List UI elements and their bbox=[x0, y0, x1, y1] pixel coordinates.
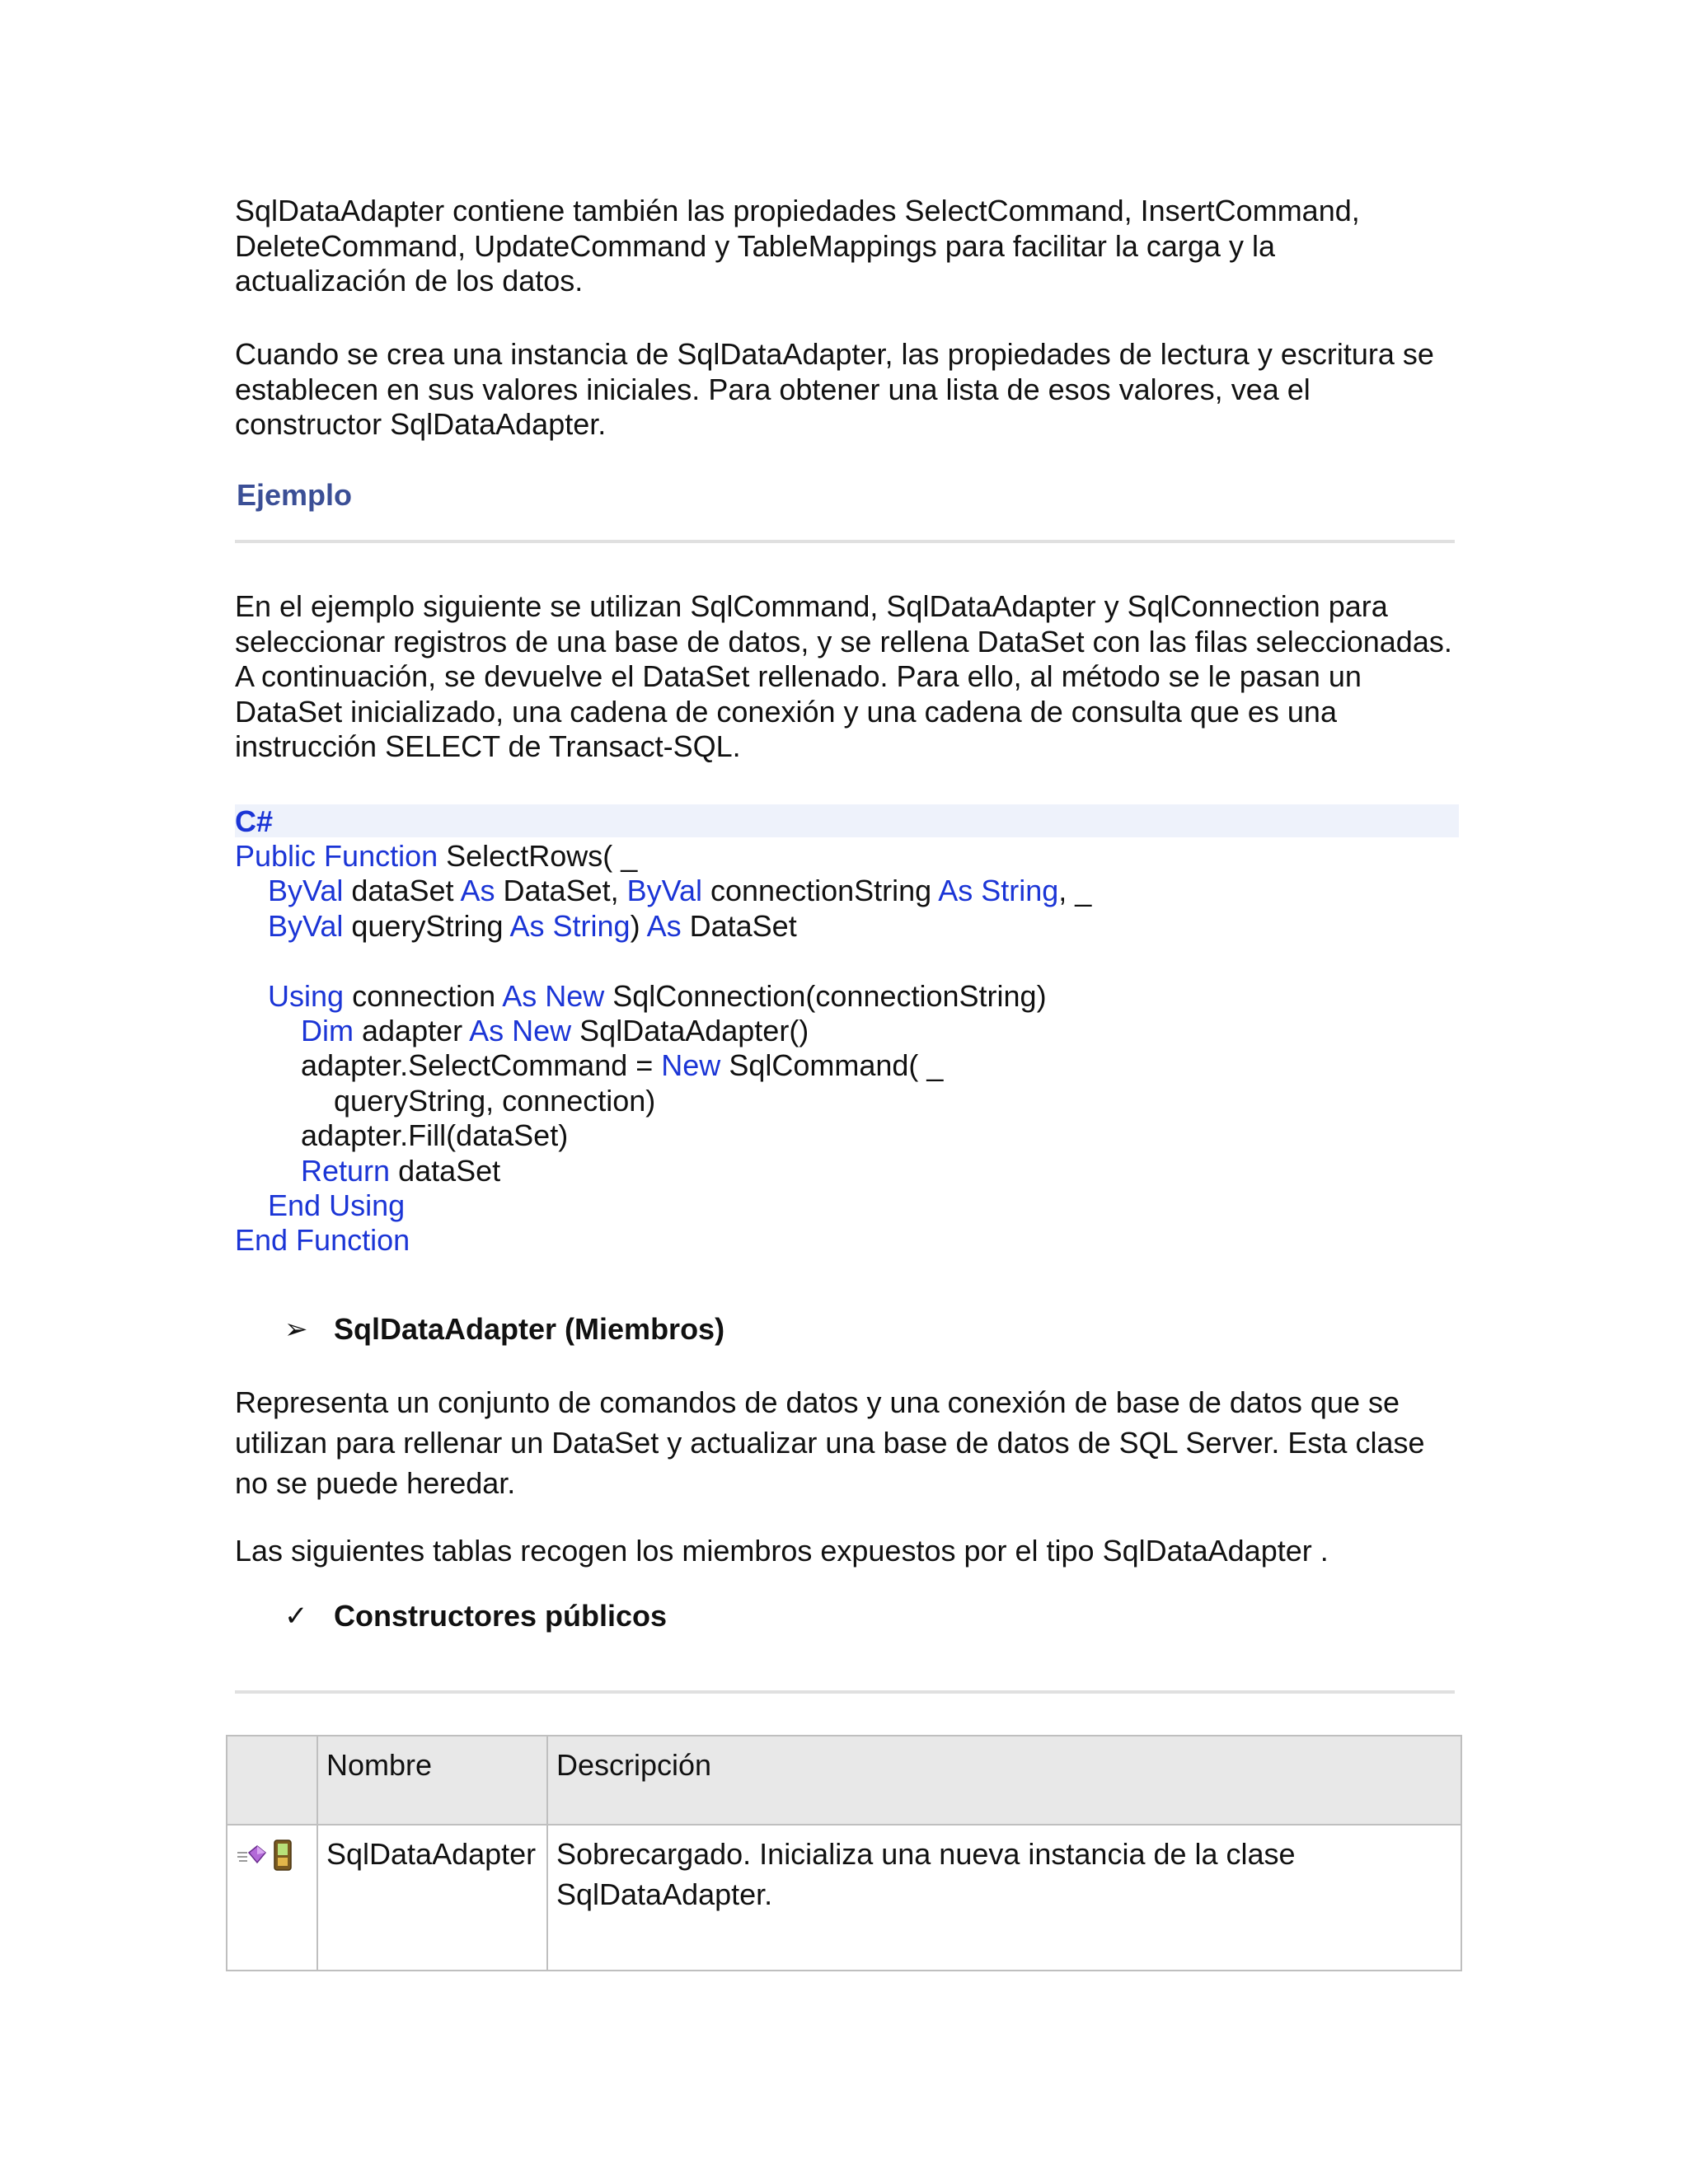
code-line bbox=[235, 1118, 1091, 1153]
code-line bbox=[235, 1154, 1091, 1188]
example-heading: Ejemplo bbox=[237, 478, 353, 512]
code-keyword: Return bbox=[301, 1153, 391, 1188]
code-keyword: ByVal bbox=[268, 874, 344, 908]
code-text: queryString, connection) bbox=[235, 1083, 656, 1118]
code-text bbox=[235, 1154, 301, 1188]
code-text: SelectRows( _ bbox=[438, 839, 638, 873]
code-text: SqlConnection(connectionString) bbox=[604, 978, 1047, 1013]
code-label-bar bbox=[235, 804, 1459, 837]
name-column-header: Nombre bbox=[317, 1736, 547, 1825]
constructors-heading-text: Constructores públicos bbox=[334, 1599, 668, 1633]
code-line bbox=[235, 1014, 1091, 1048]
code-line bbox=[235, 944, 1091, 978]
code-keyword: ByVal bbox=[626, 874, 702, 908]
code-text: DataSet bbox=[681, 908, 797, 943]
code-text: connection bbox=[344, 978, 503, 1013]
code-keyword: End Function bbox=[235, 1223, 410, 1258]
code-line bbox=[235, 1084, 1091, 1118]
code-line bbox=[235, 1223, 1091, 1258]
members-heading-text: SqlDataAdapter (Miembros) bbox=[334, 1312, 725, 1346]
members-heading bbox=[284, 1312, 724, 1347]
code-text bbox=[235, 1014, 301, 1047]
constructors-heading bbox=[284, 1599, 667, 1633]
public-method-icon bbox=[236, 1843, 267, 1868]
code-keyword: As New bbox=[502, 978, 605, 1013]
code-keyword: ByVal bbox=[268, 908, 344, 943]
code-text bbox=[235, 1188, 268, 1222]
arrow-bullet-icon: ➢ bbox=[284, 1314, 308, 1345]
code-text: SqlCommand( _ bbox=[720, 1048, 944, 1083]
code-block bbox=[235, 839, 1091, 1258]
icon-column-header bbox=[227, 1736, 317, 1825]
member-icons-cell bbox=[227, 1825, 317, 1971]
code-text: , _ bbox=[1058, 874, 1092, 908]
code-line bbox=[235, 909, 1091, 944]
device-support-icon bbox=[270, 1839, 295, 1872]
code-keyword: As bbox=[460, 874, 495, 908]
code-keyword: End Using bbox=[268, 1188, 406, 1222]
code-keyword: Dim bbox=[301, 1013, 354, 1047]
code-line bbox=[235, 1048, 1091, 1083]
constructors-table bbox=[226, 1735, 1462, 1971]
code-text bbox=[235, 909, 268, 943]
code-keyword: As String bbox=[938, 874, 1059, 908]
code-keyword: As String bbox=[509, 908, 631, 943]
description-column-header: Descripción bbox=[547, 1736, 1461, 1825]
code-text: ) bbox=[630, 908, 647, 943]
section-divider bbox=[235, 1690, 1455, 1694]
example-description: En el ejemplo siguiente se utilizan SqlCommand, SqlDataAdapter y SqlConnection para seleccionar registros de una base de datos, y se rellena DataSet con las filas seleccionadas. A continuación, se devuelve el DataSet rellenado. Para ello, al método se le pasan un DataSet inicializado, una cadena de conexión y una cadena de consulta que es una instrucción SELECT de Transact-SQL. bbox=[235, 589, 1452, 763]
member-description-cell: Sobrecargado. Inicializa una nueva instancia de la clase SqlDataAdapter. bbox=[547, 1825, 1461, 1971]
code-text: adapter.SelectCommand = bbox=[235, 1048, 662, 1083]
code-keyword: Public Function bbox=[235, 839, 438, 873]
code-text: dataSet bbox=[343, 874, 461, 908]
code-text: SqlDataAdapter() bbox=[571, 1013, 809, 1047]
member-name-cell: SqlDataAdapter bbox=[317, 1825, 547, 1971]
code-text bbox=[235, 874, 268, 907]
code-text: connectionString bbox=[702, 874, 939, 908]
code-text: adapter.Fill(dataSet) bbox=[235, 1118, 569, 1153]
checkmark-bullet-icon: ✓ bbox=[284, 1601, 308, 1632]
code-keyword: Using bbox=[268, 978, 345, 1013]
code-line bbox=[235, 1188, 1091, 1223]
heading-divider bbox=[235, 540, 1455, 543]
code-text: DataSet, bbox=[495, 874, 627, 908]
code-keyword: New bbox=[661, 1048, 721, 1083]
code-keyword: As New bbox=[469, 1013, 572, 1047]
intro-paragraph-2: Cuando se crea una instancia de SqlDataAdapter, las propiedades de lectura y escritura se establecen en sus valores iniciales. Para obtener una lista de esos valores, vea el constructor SqlDataAdapter. bbox=[235, 337, 1434, 441]
table-header-row bbox=[227, 1736, 1461, 1825]
code-text: dataSet bbox=[390, 1153, 501, 1188]
code-line bbox=[235, 979, 1091, 1014]
members-table-intro: Las siguientes tablas recogen los miembros expuestos por el tipo SqlDataAdapter . bbox=[235, 1534, 1329, 1568]
code-keyword: As bbox=[646, 908, 682, 943]
table-row bbox=[227, 1825, 1461, 1971]
intro-paragraph-1: SqlDataAdapter contiene también las propiedades SelectCommand, InsertCommand, DeleteCommand, UpdateCommand y TableMappings para facilitar la carga y la actualización de los datos. bbox=[235, 194, 1360, 298]
code-text: queryString bbox=[343, 908, 510, 943]
code-line bbox=[235, 839, 1091, 874]
members-description: Representa un conjunto de comandos de datos y una conexión de base de datos que se utilizan para rellenar un DataSet y actualizar una base de datos de SQL Server. Esta clase no se puede heredar. bbox=[235, 1385, 1425, 1500]
code-language-label: C# bbox=[235, 804, 274, 838]
code-text bbox=[235, 979, 268, 1013]
code-text: adapter bbox=[354, 1013, 470, 1047]
code-line bbox=[235, 874, 1091, 908]
